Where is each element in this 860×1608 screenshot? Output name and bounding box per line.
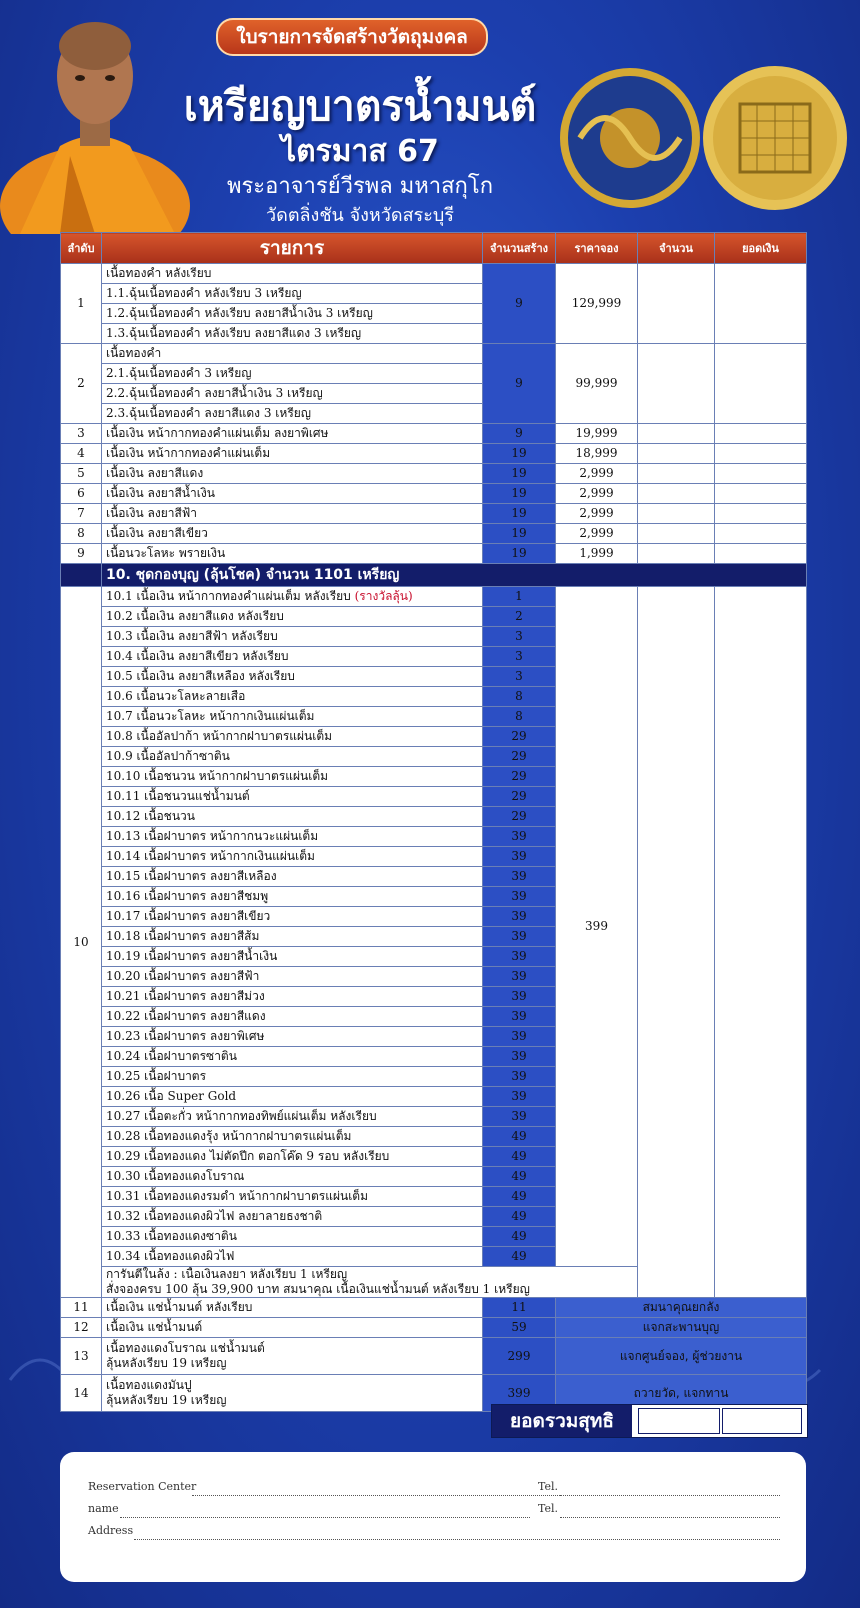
row-qty: 299 xyxy=(483,1338,556,1375)
row-item: 10.2 เนื้อเงิน ลงยาสีแดง หลังเรียบ xyxy=(102,607,483,627)
row-qty: 399 xyxy=(483,1375,556,1412)
row-amount-field[interactable] xyxy=(638,544,715,564)
row-amount-field[interactable] xyxy=(638,344,715,424)
row-item-line-2: ลุ้นหลังเรียบ 19 เหรียญ xyxy=(106,1356,227,1370)
row-qty: 39 xyxy=(483,847,556,867)
name-field[interactable] xyxy=(120,1516,530,1518)
row-qty: 1 xyxy=(483,587,556,607)
row-item: 10.3 เนื้อเงิน ลงยาสีฟ้า หลังเรียบ xyxy=(102,627,483,647)
row-item: เนื้อเงิน ลงยาสีฟ้า xyxy=(102,504,483,524)
reservation-center-field[interactable] xyxy=(192,1494,600,1496)
col-item: รายการ xyxy=(102,233,483,264)
row-desc: ถวายวัด, แจกทาน xyxy=(556,1375,807,1412)
row-item: 10.7 เนื้อนวะโลหะ หน้ากากเงินแผ่นเต็ม xyxy=(102,707,483,727)
note-line-1: การันตีในล้ง : เนื้อเงินลงยา หลังเรียบ 1 เหรียญ xyxy=(106,1267,348,1281)
row-item: 10.12 เนื้อชนวน xyxy=(102,807,483,827)
row-item-line: เนื้อทองแดงโบราณ แช่น้ำมนต์ xyxy=(106,1341,265,1355)
col-no: ลำดับ xyxy=(61,233,102,264)
address-label: Address xyxy=(88,1524,134,1537)
row-item: 10.34 เนื้อทองแดงผิวไฟ xyxy=(102,1247,483,1267)
row-amount-field[interactable] xyxy=(638,264,715,344)
row-qty: 29 xyxy=(483,767,556,787)
row-no: 2 xyxy=(61,344,102,424)
row-item: 10.24 เนื้อฝาบาตรซาติน xyxy=(102,1047,483,1067)
table-row xyxy=(61,1298,807,1318)
row-item-line: เนื้อทองแดงมันปู xyxy=(106,1378,192,1392)
page-subtitle: ไตรมาส 67 xyxy=(281,134,439,169)
reservation-center-label: Reservation Center xyxy=(88,1480,197,1493)
row-item: 10.21 เนื้อฝาบาตร ลงยาสีม่วง xyxy=(102,987,483,1007)
row-qty: 2 xyxy=(483,607,556,627)
table-row xyxy=(61,424,807,444)
row-no: 4 xyxy=(61,444,102,464)
row-total-field[interactable] xyxy=(715,587,807,1298)
row-qty: 39 xyxy=(483,1027,556,1047)
row-total-field[interactable] xyxy=(715,444,807,464)
row-total-field[interactable] xyxy=(715,524,807,544)
row-item: 10.29 เนื้อทองแดง ไม่ตัดปีก ตอกโค๊ด 9 รอบ หลังเรียบ xyxy=(102,1147,483,1167)
row-total-field[interactable] xyxy=(715,484,807,504)
page-title: เหรียญบาตรน้ำมนต์ xyxy=(183,82,537,130)
row-item: เนื้อเงิน ลงยาสีน้ำเงิน xyxy=(102,484,483,504)
row-price: 129,999 xyxy=(556,264,638,344)
row-item: 10.27 เนื้อตะกั่ว หน้ากากทองทิพย์แผ่นเต็ม หลังเรียบ xyxy=(102,1107,483,1127)
row-price: 2,999 xyxy=(556,464,638,484)
row-price: 399 xyxy=(556,587,638,1267)
row-item: 10.33 เนื้อทองแดงซาติน xyxy=(102,1227,483,1247)
row-item: 10.19 เนื้อฝาบาตร ลงยาสีน้ำเงิน xyxy=(102,947,483,967)
row-item: 10.8 เนื้ออัลปาก้า หน้ากากฝาบาตรแผ่นเต็ม xyxy=(102,727,483,747)
reservation-form xyxy=(60,1452,806,1582)
row-qty: 39 xyxy=(483,987,556,1007)
row-qty: 9 xyxy=(483,264,556,344)
table-row xyxy=(61,344,807,364)
row-item: 10.26 เนื้อ Super Gold xyxy=(102,1087,483,1107)
row-qty: 19 xyxy=(483,464,556,484)
row-item: 10.14 เนื้อฝาบาตร หน้ากากเงินแผ่นเต็ม xyxy=(102,847,483,867)
row-qty: 39 xyxy=(483,927,556,947)
table-row xyxy=(61,264,807,284)
row-no: 5 xyxy=(61,464,102,484)
row-item: 10.32 เนื้อทองแดงผิวไฟ ลงยาลายธงชาติ xyxy=(102,1207,483,1227)
row-no: 13 xyxy=(61,1338,102,1375)
row-qty: 49 xyxy=(483,1167,556,1187)
row-item: 10.20 เนื้อฝาบาตร ลงยาสีฟ้า xyxy=(102,967,483,987)
row-qty: 59 xyxy=(483,1318,556,1338)
row-item: 10.16 เนื้อฝาบาตร ลงยาสีชมพู xyxy=(102,887,483,907)
row-item: 10.31 เนื้อทองแดงรมดำ หน้ากากฝาบาตรแผ่นเต็ม xyxy=(102,1187,483,1207)
row-amount-field[interactable] xyxy=(638,524,715,544)
teacher-name: พระอาจารย์วีรพล มหาสกุโก xyxy=(226,174,494,199)
row-qty: 29 xyxy=(483,787,556,807)
section-header xyxy=(61,564,807,587)
row-item: 10.5 เนื้อเงิน ลงยาสีเหลือง หลังเรียบ xyxy=(102,667,483,687)
row-qty: 49 xyxy=(483,1127,556,1147)
row-qty: 49 xyxy=(483,1187,556,1207)
row-qty: 39 xyxy=(483,1067,556,1087)
row-qty: 49 xyxy=(483,1207,556,1227)
tel-field[interactable] xyxy=(560,1494,780,1496)
row-qty: 11 xyxy=(483,1298,556,1318)
row-item-line-2: ลุ้นหลังเรียบ 19 เหรียญ xyxy=(106,1393,227,1407)
row-no: 6 xyxy=(61,484,102,504)
row-price: 1,999 xyxy=(556,544,638,564)
row-item: 2.1.ฉุ้นเนื้อทองคำ 3 เหรียญ xyxy=(102,364,483,384)
row-item: 10.17 เนื้อฝาบาตร ลงยาสีเขียว xyxy=(102,907,483,927)
row-qty: 9 xyxy=(483,424,556,444)
row-price: 2,999 xyxy=(556,524,638,544)
row-qty: 49 xyxy=(483,1147,556,1167)
name-label: name xyxy=(88,1502,119,1515)
row-total-field[interactable] xyxy=(715,464,807,484)
row-item: 10.9 เนื้ออัลปาก้าซาติน xyxy=(102,747,483,767)
row-amount-field[interactable] xyxy=(638,484,715,504)
row-qty: 9 xyxy=(483,344,556,424)
row-qty: 39 xyxy=(483,1087,556,1107)
row-qty: 19 xyxy=(483,444,556,464)
row-item: 10.15 เนื้อฝาบาตร ลงยาสีเหลือง xyxy=(102,867,483,887)
tel-field-2[interactable] xyxy=(560,1516,780,1518)
row-item: 10.10 เนื้อชนวน หน้ากากฝาบาตรแผ่นเต็ม xyxy=(102,767,483,787)
row-qty: 8 xyxy=(483,687,556,707)
row-qty: 39 xyxy=(483,887,556,907)
row-item: เนื้อเงิน ลงยาสีแดง xyxy=(102,464,483,484)
address-field[interactable] xyxy=(134,1538,780,1540)
row-price: 18,999 xyxy=(556,444,638,464)
note-line-2: สั่งจองครบ 100 ลุ้น 39,900 บาท สมนาคุณ เนื้อเงินแช่น้ำมนต์ หลังเรียบ 1 เหรียญ xyxy=(106,1282,530,1296)
row-item-line: เนื้อเงิน แช่น้ำมนต์ xyxy=(106,1320,203,1334)
table-row xyxy=(61,1318,807,1338)
row-item xyxy=(102,587,483,607)
row-item: 10.13 เนื้อฝาบาตร หน้ากากนวะแผ่นเต็ม xyxy=(102,827,483,847)
row-item: 10.30 เนื้อทองแดงโบราณ xyxy=(102,1167,483,1187)
row-qty: 19 xyxy=(483,544,556,564)
row-item: 10.28 เนื้อทองแดงรุ้ง หน้ากากฝาบาตรแผ่นเต็ม xyxy=(102,1127,483,1147)
tel-label: Tel. xyxy=(538,1480,559,1493)
row-item: 2.3.ฉุ้นเนื้อทองคำ ลงยาสีแดง 3 เหรียญ xyxy=(102,404,483,424)
row-item: 1.2.ฉุ้นเนื้อทองคำ หลังเรียบ ลงยาสีน้ำเงิน 3 เหรียญ xyxy=(102,304,483,324)
row-no: 7 xyxy=(61,504,102,524)
row-no: 9 xyxy=(61,544,102,564)
col-amount: จำนวน xyxy=(638,233,715,264)
row-price: 2,999 xyxy=(556,484,638,504)
row-total-field[interactable] xyxy=(715,264,807,344)
row-no: 3 xyxy=(61,424,102,444)
row-qty: 29 xyxy=(483,807,556,827)
header xyxy=(0,0,860,232)
row-item: เนื้อทองคำ xyxy=(102,344,483,364)
row-amount-field[interactable] xyxy=(638,504,715,524)
row-qty: 39 xyxy=(483,1047,556,1067)
row-qty: 3 xyxy=(483,647,556,667)
table-row xyxy=(61,504,807,524)
row-item-note: (รางวัลลุ้น) xyxy=(354,589,413,603)
row-item: 10.11 เนื้อชนวนแช่น้ำมนต์ xyxy=(102,787,483,807)
table-row xyxy=(61,484,807,504)
row-desc: แจกศูนย์จอง, ผู้ช่วยงาน xyxy=(556,1338,807,1375)
guarantee-note xyxy=(102,1267,638,1298)
section-title: 10. ชุดกองบุญ (ลุ้นโชค) จำนวน 1101 เหรียญ xyxy=(102,564,807,587)
row-item: 10.25 เนื้อฝาบาตร xyxy=(102,1067,483,1087)
table-row xyxy=(61,524,807,544)
row-qty: 3 xyxy=(483,667,556,687)
row-price: 19,999 xyxy=(556,424,638,444)
row-item: เนื้อเงิน หน้ากากทองคำแผ่นเต็ม ลงยาพิเศษ xyxy=(102,424,483,444)
tel-label-2: Tel. xyxy=(538,1502,559,1515)
row-amount-field[interactable] xyxy=(638,444,715,464)
row-qty: 29 xyxy=(483,727,556,747)
row-item xyxy=(102,1375,483,1412)
row-item: 10.18 เนื้อฝาบาตร ลงยาสีส้ม xyxy=(102,927,483,947)
row-item: 10.4 เนื้อเงิน ลงยาสีเขียว หลังเรียบ xyxy=(102,647,483,667)
row-item-line: เนื้อเงิน แช่น้ำมนต์ หลังเรียบ xyxy=(106,1300,253,1314)
row-amount-field[interactable] xyxy=(638,424,715,444)
row-desc: แจกสะพานบุญ xyxy=(556,1318,807,1338)
row-item: เนื้อทองคำ หลังเรียบ xyxy=(102,264,483,284)
row-qty: 49 xyxy=(483,1247,556,1267)
row-price: 99,999 xyxy=(556,344,638,424)
row-qty: 8 xyxy=(483,707,556,727)
row-qty: 39 xyxy=(483,967,556,987)
row-item: 10.6 เนื้อนวะโลหะลายเสือ xyxy=(102,687,483,707)
row-qty: 29 xyxy=(483,747,556,767)
row-qty: 49 xyxy=(483,1227,556,1247)
row-no: 12 xyxy=(61,1318,102,1338)
table-row xyxy=(61,587,807,607)
coin-images xyxy=(560,62,850,214)
section-spacer xyxy=(61,564,102,587)
reservation-table xyxy=(60,232,807,1412)
table-row xyxy=(61,544,807,564)
row-qty: 39 xyxy=(483,867,556,887)
row-total-field[interactable] xyxy=(715,424,807,444)
row-no: 14 xyxy=(61,1375,102,1412)
row-amount-field[interactable] xyxy=(638,464,715,484)
row-total-field[interactable] xyxy=(715,544,807,564)
row-qty: 3 xyxy=(483,627,556,647)
total-label: ยอดรวมสุทธิ xyxy=(492,1405,632,1437)
row-item: 10.23 เนื้อฝาบาตร ลงยาพิเศษ xyxy=(102,1027,483,1047)
row-qty: 39 xyxy=(483,947,556,967)
table-header-row xyxy=(61,233,807,264)
row-qty: 39 xyxy=(483,907,556,927)
table-row xyxy=(61,1338,807,1375)
col-total: ยอดเงิน xyxy=(715,233,807,264)
row-total-field[interactable] xyxy=(715,344,807,424)
row-item xyxy=(102,1318,483,1338)
row-qty: 39 xyxy=(483,1107,556,1127)
row-item: เนื้อเงิน หน้ากากทองคำแผ่นเต็ม xyxy=(102,444,483,464)
row-no: 8 xyxy=(61,524,102,544)
row-no: 10 xyxy=(61,587,102,1298)
row-item: 1.3.ฉุ้นเนื้อทองคำ หลังเรียบ ลงยาสีแดง 3 เหรียญ xyxy=(102,324,483,344)
grand-total xyxy=(491,1404,808,1438)
header-pill: ใบรายการจัดสร้างวัตถุมงคล xyxy=(216,18,488,56)
row-item: เนื้อเงิน ลงยาสีเขียว xyxy=(102,524,483,544)
row-total-field[interactable] xyxy=(715,504,807,524)
row-item: 2.2.ฉุ้นเนื้อทองคำ ลงยาสีน้ำเงิน 3 เหรียญ xyxy=(102,384,483,404)
row-qty: 19 xyxy=(483,504,556,524)
row-item: เนื้อนวะโลหะ พรายเงิน xyxy=(102,544,483,564)
row-no: 11 xyxy=(61,1298,102,1318)
row-item-text: 10.1 เนื้อเงิน หน้ากากทองคำแผ่นเต็ม หลังเรียบ xyxy=(106,589,355,603)
row-price: 2,999 xyxy=(556,504,638,524)
table-row xyxy=(61,464,807,484)
row-item: 1.1.ฉุ้นเนื้อทองคำ หลังเรียบ 3 เหรียญ xyxy=(102,284,483,304)
row-qty: 19 xyxy=(483,524,556,544)
row-item xyxy=(102,1338,483,1375)
row-item: 10.22 เนื้อฝาบาตร ลงยาสีแดง xyxy=(102,1007,483,1027)
temple-name: วัดตลิ่งชัน จังหวัดสระบุรี xyxy=(266,205,454,226)
row-qty: 39 xyxy=(483,1007,556,1027)
row-amount-field[interactable] xyxy=(638,587,715,1298)
row-item xyxy=(102,1298,483,1318)
row-qty: 19 xyxy=(483,484,556,504)
col-created: จำนวนสร้าง xyxy=(483,233,556,264)
row-no: 1 xyxy=(61,264,102,344)
col-price: ราคาจอง xyxy=(556,233,638,264)
total-amount-field[interactable] xyxy=(638,1408,720,1434)
row-qty: 39 xyxy=(483,827,556,847)
row-desc: สมนาคุณยกลัง xyxy=(556,1298,807,1318)
total-money-field[interactable] xyxy=(722,1408,802,1434)
table-row xyxy=(61,444,807,464)
